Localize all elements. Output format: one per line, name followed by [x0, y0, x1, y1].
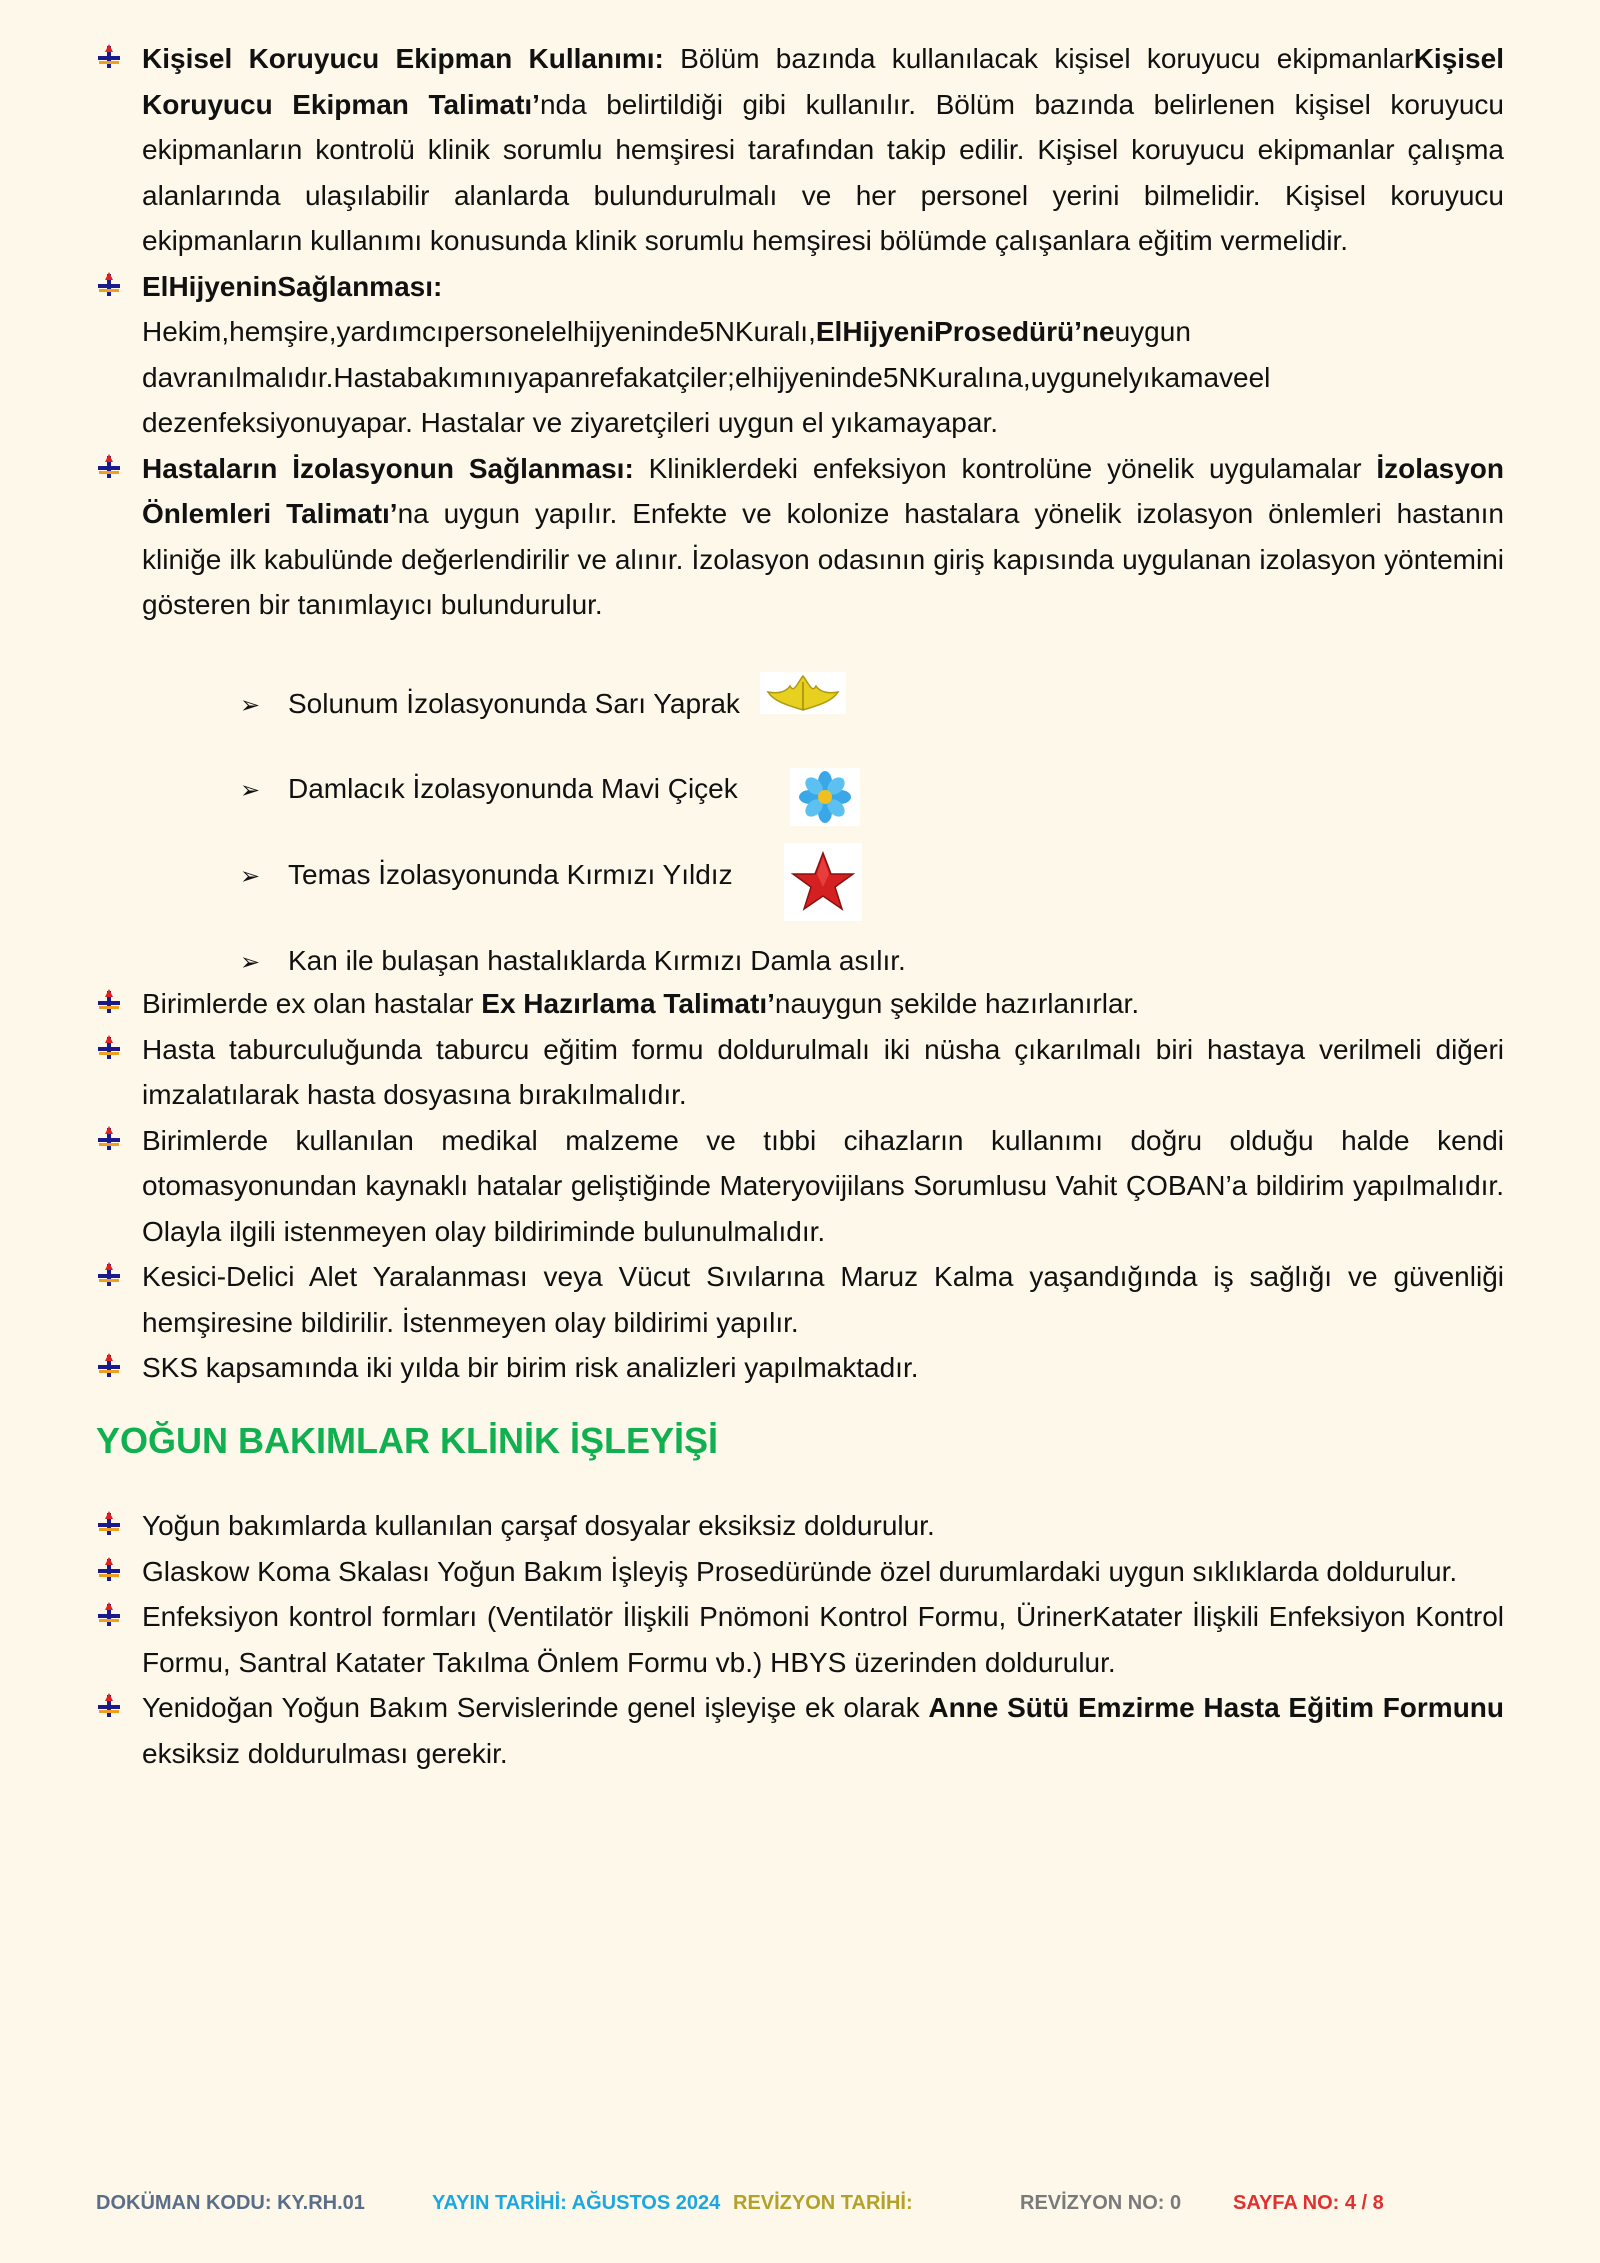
yellow-leaf-icon	[760, 672, 846, 714]
footer-rev-date: REVİZYON TARİHİ:	[733, 2192, 913, 2214]
arrow-bullet-icon: ➢	[240, 949, 261, 976]
bullet-pin-icon	[96, 44, 122, 70]
red-star-icon	[784, 843, 862, 921]
bullet-pin-icon	[96, 1262, 122, 1288]
bullet-pin-icon	[96, 1602, 122, 1628]
list-item	[96, 36, 1504, 264]
isolation-item: ➢ Damlacık İzolasyonunda Mavi Çiçek	[240, 769, 738, 811]
list-item	[96, 264, 1504, 446]
bullet-pin-icon	[96, 1353, 122, 1379]
item-text: davranılmalıdır.Hastabakımınıyapanrefakatçiler;elhijyeninde5NKuralına,uygunelyıkamaveel	[142, 361, 1271, 393]
section-heading: YOĞUN BAKIMLAR KLİNİK İŞLEYİŞİ	[96, 1420, 719, 1461]
list-item: Birimlerde ex olan hastalar Ex Hazırlama Talimatı’nauygun şekilde hazırlanırlar.	[96, 981, 1504, 1027]
list-item: SKS kapsamında iki yılda bir birim risk analizleri yapılmaktadır.	[96, 1345, 1504, 1391]
item-text: Bölüm bazında kullanılacak kişisel koruyucu ekipmanlar	[663, 43, 1414, 74]
bullet-pin-icon	[96, 454, 122, 480]
footer-doc-code: DOKÜMAN KODU: KY.RH.01	[96, 2192, 365, 2214]
bullet-pin-icon	[96, 1035, 122, 1061]
isolation-item: ➢ Temas İzolasyonunda Kırmızı Yıldız	[240, 855, 733, 897]
list-item	[96, 446, 1504, 628]
arrow-bullet-icon: ➢	[240, 692, 261, 719]
list-item: Hasta taburculuğunda taburcu eğitim formu doldurulmalı iki nüsha çıkarılmalı biri hastaya verilmeli diğeri imzalatılarak hasta dosyasına bırakılmalıdır.	[96, 1027, 1504, 1118]
footer-rev-no: REVİZYON NO: 0	[1020, 2192, 1182, 2214]
item-bold-ref: Kişisel Koruyucu Ekipman Talimatı’	[142, 43, 1504, 120]
blue-flower-icon	[790, 768, 860, 826]
list-item: Birimlerde kullanılan medikal malzeme ve tıbbi cihazların kullanımı doğru olduğu halde kendi otomasyonundan kaynaklı hatalar geliştiğinde Materyovijilans Sorumlusu Vahit ÇOBAN’a bildirim yapılmalıdır. Olayla ilgili istenmeyen olay bildiriminde bulunulmalıdır.	[96, 1118, 1504, 1255]
bullet-pin-icon	[96, 272, 122, 298]
arrow-bullet-icon: ➢	[240, 863, 261, 890]
item-text: Kliniklerdeki enfeksiyon kontrolüne yönelik uygulamalar	[633, 452, 1377, 484]
list-item: Kesici-Delici Alet Yaralanması veya Vücut Sıvılarına Maruz Kalma yaşandığında iş sağlığı ve güvenliği hemşiresine bildirilir. İstenmeyen olay bildirimi yapılır.	[96, 1254, 1504, 1345]
document-body-yogun-bakim	[96, 1503, 1504, 1776]
arrow-bullet-icon: ➢	[240, 777, 261, 804]
bullet-pin-icon	[96, 989, 122, 1015]
bullet-list-3	[96, 1503, 1504, 1776]
item-title: ElHijyeninSağlanması:	[142, 270, 443, 302]
footer-page-no: SAYFA NO: 4 / 8	[1233, 2192, 1384, 2214]
isolation-item: ➢ Solunum İzolasyonunda Sarı Yaprak	[240, 684, 740, 726]
isolation-item: ➢ Kan ile bulaşan hastalıklarda Kırmızı Damla asılır.	[240, 941, 906, 983]
item-title: Kişisel Koruyucu Ekipman Kullanımı:	[142, 43, 664, 74]
bullet-pin-icon	[96, 1557, 122, 1583]
item-title: Hastaların İzolasyonun Sağlanması:	[142, 452, 634, 484]
list-item: Enfeksiyon kontrol formları (Ventilatör İlişkili Pnömoni Kontrol Formu, ÜrinerKatater İlişkili Enfeksiyon Kontrol Formu, Santral Katater Takılma Önlem Formu vb.) HBYS üzerinden doldurulur.	[96, 1594, 1504, 1685]
bullet-pin-icon	[96, 1511, 122, 1537]
bullet-pin-icon	[96, 1126, 122, 1152]
list-item: Yoğun bakımlarda kullanılan çarşaf dosyalar eksiksiz doldurulur.	[96, 1503, 1504, 1549]
footer-pub-date: YAYIN TARİHİ: AĞUSTOS 2024	[432, 2192, 721, 2214]
document-body	[96, 36, 1504, 628]
item-text: dezenfeksiyonuyapar. Hastalar ve ziyaretçileri uygun el yıkamayapar.	[142, 407, 998, 438]
item-text: uygun	[1114, 316, 1191, 347]
bullet-list-2	[96, 981, 1504, 1391]
item-text: nda belirtildiği gibi kullanılır. Bölüm bazında belirlenen kişisel koruyucu ekipmanların kontrolü klinik sorumlu hemşiresi tarafından takip edilir. Kişisel koruyucu ekipmanlar çalışma alanlarında ulaşılabilir alanlarda bulundurulmalı ve her personel yerini bilmelidir. Kişisel koruyucu ekipmanların kullanımı konusunda klinik sorumlu hemşiresi bölümde çalışanlara eğitim vermelidir.	[142, 88, 1504, 256]
item-text: Hekim,hemşire,yardımcıpersonelelhijyeninde5NKuralı,	[142, 316, 816, 347]
bullet-list-1	[96, 36, 1504, 628]
document-body-continued	[96, 981, 1504, 1391]
item-bold-ref: İzolasyon Önlemleri Talimatı’	[142, 452, 1504, 529]
list-item: Glaskow Koma Skalası Yoğun Bakım İşleyiş Prosedüründe özel durumlardaki uygun sıklıklarda doldurulur.	[96, 1549, 1504, 1595]
item-bold-ref: ElHijyeniProsedürü’ne	[815, 316, 1115, 347]
list-item: Yenidoğan Yoğun Bakım Servislerinde genel işleyişe ek olarak Anne Sütü Emzirme Hasta Eğitim Formunu eksiksiz doldurulması gerekir.	[96, 1685, 1504, 1776]
bullet-pin-icon	[96, 1693, 122, 1719]
item-text: na uygun yapılır. Enfekte ve kolonize hastalara yönelik izolasyon önlemleri hastanın kliniğe ilk kabulünde değerlendirilir ve alınır. İzolasyon odasının giriş kapısında uygulanan izolasyon yöntemini gösteren bir tanımlayıcı bulundurulur.	[142, 498, 1504, 620]
